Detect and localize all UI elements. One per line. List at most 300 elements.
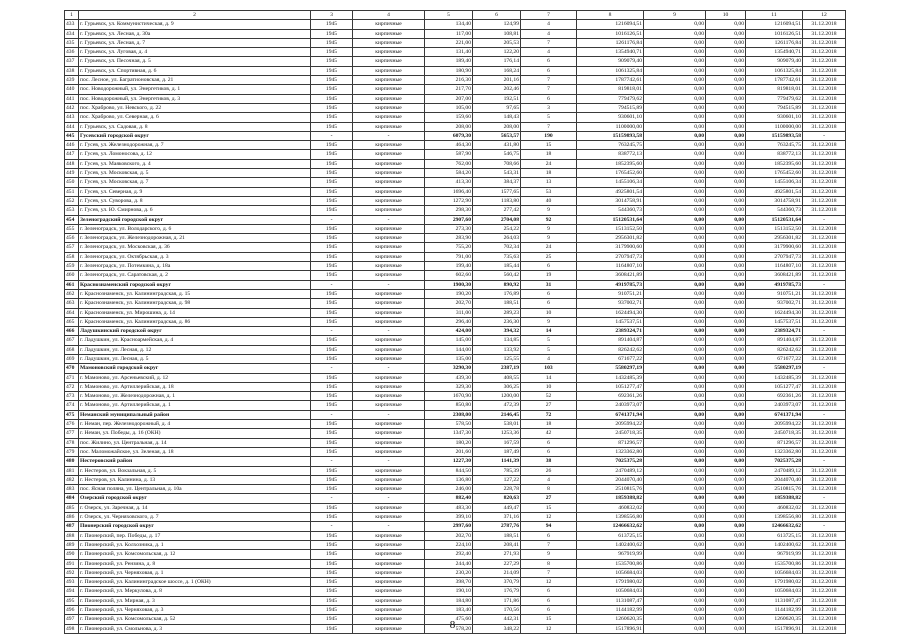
table-cell: 0,00 xyxy=(644,215,706,224)
table-cell: - xyxy=(311,327,353,336)
table-cell: 408,55 xyxy=(473,373,521,382)
table-cell: 0,00 xyxy=(706,596,746,605)
table-cell: 1131087,47 xyxy=(577,596,644,605)
table-cell: 1945 xyxy=(311,503,353,512)
table-cell: 1945 xyxy=(311,373,353,382)
table-cell: 1859388,82 xyxy=(746,494,803,503)
table-cell: 0,00 xyxy=(644,113,706,122)
table-cell: 0,00 xyxy=(706,447,746,456)
table-cell: 1513152,50 xyxy=(577,224,644,233)
table-cell: 1216094,51 xyxy=(746,20,803,29)
table-cell: 844,50 xyxy=(425,466,473,475)
table-cell: 1945 xyxy=(311,540,353,549)
table-cell: 937002,71 xyxy=(746,299,803,308)
table-cell: 371,16 xyxy=(473,513,521,522)
table-row xyxy=(65,271,846,280)
table-cell: - xyxy=(353,327,425,336)
table-cell: 449 xyxy=(65,169,79,178)
table-cell: 498 xyxy=(65,624,79,633)
table-cell: - xyxy=(803,410,846,419)
table-cell: 455 xyxy=(65,224,79,233)
table-row xyxy=(65,531,846,540)
table-row xyxy=(65,336,846,345)
table-cell: кирпичные xyxy=(353,169,425,178)
table-cell: 446 xyxy=(65,141,79,150)
table-cell: 125,55 xyxy=(473,354,521,363)
table-cell: 1945 xyxy=(311,475,353,484)
table-cell: 0,00 xyxy=(706,85,746,94)
table-cell: 458 xyxy=(65,252,79,261)
table-cell: кирпичные xyxy=(353,568,425,577)
table-cell: кирпичные xyxy=(353,57,425,66)
table-cell: 0,00 xyxy=(706,513,746,522)
table-cell: 0,00 xyxy=(706,466,746,475)
table-cell: пос. Ясная поляна, ул. Центральная, д. 10а xyxy=(79,485,311,494)
table-cell: 468 xyxy=(65,345,79,354)
table-cell: 190,10 xyxy=(425,587,473,596)
table-cell: 1945 xyxy=(311,531,353,540)
table-cell: 25 xyxy=(521,252,577,261)
table-cell: 3014758,91 xyxy=(577,196,644,205)
table-cell: 2510815,76 xyxy=(746,485,803,494)
table-cell: 1402400,62 xyxy=(577,540,644,549)
table-cell: 1945 xyxy=(311,317,353,326)
table-cell: 613725,15 xyxy=(746,531,803,540)
table-cell: 487 xyxy=(65,522,79,531)
table-row xyxy=(65,299,846,308)
table-cell: 271,93 xyxy=(473,550,521,559)
table-cell: 472,39 xyxy=(473,401,521,410)
table-cell: 462 xyxy=(65,289,79,298)
table-cell: 1100000,00 xyxy=(577,122,644,131)
table-cell: 1354940,71 xyxy=(577,48,644,57)
table-cell: - xyxy=(803,364,846,373)
table-cell: 1535700,86 xyxy=(577,559,644,568)
table-cell: 1945 xyxy=(311,587,353,596)
table-cell: 31.12.2018 xyxy=(803,420,846,429)
table-cell: 0,00 xyxy=(706,196,746,205)
table-cell: кирпичные xyxy=(353,531,425,540)
table-cell: 31.12.2018 xyxy=(803,29,846,38)
table-cell: - xyxy=(311,280,353,289)
table-cell: 394,32 xyxy=(473,327,521,336)
table-cell: кирпичные xyxy=(353,271,425,280)
table-cell: 31.12.2018 xyxy=(803,475,846,484)
table-cell: 1261176,84 xyxy=(577,38,644,47)
table-cell: г. Неман, пер. Железнодорожный, д. 4 xyxy=(79,420,311,429)
table-cell: 31.12.2018 xyxy=(803,559,846,568)
district-total-row xyxy=(65,457,846,466)
table-cell: 31.12.2018 xyxy=(803,596,846,605)
table-cell: 0,00 xyxy=(706,522,746,531)
table-cell: 0,00 xyxy=(706,401,746,410)
table-cell: 1791980,02 xyxy=(746,578,803,587)
table-cell: кирпичные xyxy=(353,578,425,587)
column-number: 9 xyxy=(644,11,706,20)
table-cell: 460832,02 xyxy=(577,503,644,512)
table-cell: 0,00 xyxy=(706,141,746,150)
table-cell: 544360,73 xyxy=(577,206,644,215)
table-cell: 0,00 xyxy=(644,345,706,354)
table-cell: 103 xyxy=(521,364,577,373)
table-cell: кирпичные xyxy=(353,103,425,112)
table-cell: 205,53 xyxy=(473,38,521,47)
table-cell: 473 xyxy=(65,392,79,401)
table-cell: 4 xyxy=(521,29,577,38)
table-cell: 464,30 xyxy=(425,141,473,150)
table-cell: 0,00 xyxy=(706,485,746,494)
table-cell: 1144182,99 xyxy=(577,606,644,615)
table-cell: - xyxy=(803,522,846,531)
table-row xyxy=(65,513,846,522)
table-cell: 3608421,89 xyxy=(746,271,803,280)
table-cell: 1945 xyxy=(311,485,353,494)
table-row xyxy=(65,187,846,196)
table-cell: 94 xyxy=(521,522,577,531)
table-cell: 228,78 xyxy=(473,485,521,494)
table-cell: 483 xyxy=(65,485,79,494)
table-cell: 2956301,82 xyxy=(577,234,644,243)
table-cell: г. Озерск, ул. Заречная, д. 14 xyxy=(79,503,311,512)
table-cell: 31.12.2018 xyxy=(803,243,846,252)
table-cell: 1457537,51 xyxy=(577,317,644,326)
table-cell: 1945 xyxy=(311,76,353,85)
table-cell: 493 xyxy=(65,578,79,587)
table-cell: 399,10 xyxy=(425,513,473,522)
table-cell: кирпичные xyxy=(353,550,425,559)
table-cell: 1183,80 xyxy=(473,196,521,205)
table-cell: 127,22 xyxy=(473,475,521,484)
table-cell: 0,00 xyxy=(644,354,706,363)
table-cell: г. Пионерский, ул. Черняховая, д. 3 xyxy=(79,606,311,615)
district-total-row xyxy=(65,280,846,289)
table-cell: 7 xyxy=(521,540,577,549)
table-cell: 0,00 xyxy=(706,392,746,401)
table-cell: 1535700,86 xyxy=(746,559,803,568)
table-cell: 1945 xyxy=(311,224,353,233)
table-cell: 0,00 xyxy=(644,122,706,131)
table-cell: 433 xyxy=(65,20,79,29)
column-number: 1 xyxy=(65,11,79,20)
table-cell: 1051277,47 xyxy=(746,382,803,391)
table-cell: 3290,30 xyxy=(425,364,473,373)
table-cell: 0,00 xyxy=(706,20,746,29)
table-cell: 2146,45 xyxy=(473,410,521,419)
table-cell: Неманский муниципальный район xyxy=(79,410,311,419)
table-cell: 1945 xyxy=(311,624,353,633)
table-cell: 12 xyxy=(521,578,577,587)
table-cell: кирпичные xyxy=(353,76,425,85)
table-cell: 0,00 xyxy=(706,606,746,615)
table-cell: 474 xyxy=(65,401,79,410)
table-cell: 214,09 xyxy=(473,568,521,577)
page-number: 8 xyxy=(449,619,456,631)
table-cell: 0,00 xyxy=(644,85,706,94)
table-cell: - xyxy=(803,280,846,289)
table-cell: г. Гусев, ул. Московская, д. 5 xyxy=(79,169,311,178)
table-cell: Ладушкинский городской округ xyxy=(79,327,311,336)
table-row xyxy=(65,485,846,494)
table-cell: 31.12.2018 xyxy=(803,317,846,326)
table-row xyxy=(65,568,846,577)
table-cell: кирпичные xyxy=(353,624,425,633)
table-cell: 871296,57 xyxy=(746,438,803,447)
table-row xyxy=(65,447,846,456)
table-cell: г. Пионерский, ул. Колхозника, д. 1 xyxy=(79,540,311,549)
table-cell: 1945 xyxy=(311,382,353,391)
table-cell: 18 xyxy=(521,420,577,429)
table-cell: г. Зеленоградск, ул. Московская, д. 36 xyxy=(79,243,311,252)
table-cell: 1227,30 xyxy=(425,457,473,466)
table-cell: 31.12.2018 xyxy=(803,178,846,187)
table-cell: кирпичные xyxy=(353,48,425,57)
table-cell: 236,30 xyxy=(473,317,521,326)
table-cell: 671677,22 xyxy=(746,354,803,363)
table-cell: 496 xyxy=(65,606,79,615)
table-row xyxy=(65,596,846,605)
table-cell: 31.12.2018 xyxy=(803,159,846,168)
table-cell: 4919785,73 xyxy=(577,280,644,289)
table-cell: 1945 xyxy=(311,308,353,317)
table-cell: 31.12.2018 xyxy=(803,113,846,122)
table-cell: 31.12.2018 xyxy=(803,122,846,131)
table-cell: 0,00 xyxy=(644,76,706,85)
table-cell: 1945 xyxy=(311,141,353,150)
table-cell: 0,00 xyxy=(644,559,706,568)
table-cell: 0,00 xyxy=(706,354,746,363)
table-cell: - xyxy=(803,215,846,224)
table-cell: кирпичные xyxy=(353,466,425,475)
table-row xyxy=(65,587,846,596)
table-cell: 2389324,71 xyxy=(746,327,803,336)
table-cell: кирпичные xyxy=(353,94,425,103)
table-cell: 464 xyxy=(65,308,79,317)
table-cell: 134,85 xyxy=(473,336,521,345)
table-cell: 202,70 xyxy=(425,531,473,540)
table-cell: 311,00 xyxy=(425,308,473,317)
table-cell: 6 xyxy=(521,606,577,615)
district-total-row xyxy=(65,131,846,140)
table-cell: 221,00 xyxy=(425,38,473,47)
table-cell: 439,30 xyxy=(425,373,473,382)
table-cell: - xyxy=(311,410,353,419)
table-cell: 456 xyxy=(65,234,79,243)
table-cell: г. Нестеров, ул. Калинина, д. 13 xyxy=(79,475,311,484)
table-cell: 479 xyxy=(65,447,79,456)
table-cell: 1261176,84 xyxy=(746,38,803,47)
table-row xyxy=(65,85,846,94)
table-cell: 2704,08 xyxy=(473,215,521,224)
table-cell: 31.12.2018 xyxy=(803,308,846,317)
table-cell: 470 xyxy=(65,364,79,373)
table-cell: г. Гусев, ул. Ломоносова, д. 12 xyxy=(79,150,311,159)
table-cell: 0,00 xyxy=(644,578,706,587)
table-cell: 18 xyxy=(521,169,577,178)
table-cell: 4 xyxy=(521,354,577,363)
table-row xyxy=(65,103,846,112)
district-total-row xyxy=(65,522,846,531)
table-cell: 0,00 xyxy=(644,447,706,456)
table-cell: 1945 xyxy=(311,345,353,354)
table-row xyxy=(65,169,846,178)
table-row xyxy=(65,206,846,215)
table-cell: пос. Храброво, ул. Невского, д. 22 xyxy=(79,103,311,112)
table-cell: 72 xyxy=(521,410,577,419)
table-cell: 31.12.2018 xyxy=(803,169,846,178)
table-cell: 7025375,28 xyxy=(577,457,644,466)
table-cell: 0,00 xyxy=(644,57,706,66)
table-cell: г. Зеленоградск, ул. Володарского, д. 6 xyxy=(79,224,311,233)
table-cell: г. Пионерский, ул. Комсомольская, д. 12 xyxy=(79,550,311,559)
table-row xyxy=(65,20,846,29)
table-cell: - xyxy=(311,364,353,373)
table-cell: 692361,26 xyxy=(577,392,644,401)
table-cell: 31.12.2018 xyxy=(803,224,846,233)
table-cell: 1402400,62 xyxy=(746,540,803,549)
table-cell: 1945 xyxy=(311,354,353,363)
table-cell: 0,00 xyxy=(644,373,706,382)
table-row xyxy=(65,503,846,512)
table-cell: 442,31 xyxy=(473,615,521,624)
table-cell: г. Ладушкин, ул. Лесная, д. 12 xyxy=(79,345,311,354)
table-cell: 3 xyxy=(521,103,577,112)
table-cell: 0,00 xyxy=(644,382,706,391)
table-cell: 452 xyxy=(65,196,79,205)
table-cell: Мамоновский городской округ xyxy=(79,364,311,373)
table-cell: 6 xyxy=(521,531,577,540)
table-cell: 1945 xyxy=(311,262,353,271)
table-cell: 2956301,82 xyxy=(746,234,803,243)
table-cell: 441 xyxy=(65,94,79,103)
table-cell: 18 xyxy=(521,150,577,159)
table-cell: 838772,13 xyxy=(577,150,644,159)
table-cell: 0,00 xyxy=(706,271,746,280)
table-cell: кирпичные xyxy=(353,38,425,47)
table-cell: кирпичные xyxy=(353,606,425,615)
table-cell: 31.12.2018 xyxy=(803,550,846,559)
table-cell: г. Гурьевск, ул. Лесная, д. 7 xyxy=(79,38,311,47)
table-row xyxy=(65,159,846,168)
table-cell: 31.12.2018 xyxy=(803,429,846,438)
table-row xyxy=(65,141,846,150)
table-cell: 97,65 xyxy=(473,103,521,112)
table-cell: 1696,40 xyxy=(425,187,473,196)
table-cell: 584,20 xyxy=(425,169,473,178)
table-cell: 444 xyxy=(65,122,79,131)
table-cell: 31.12.2018 xyxy=(803,336,846,345)
table-cell: 0,00 xyxy=(644,401,706,410)
table-cell: 1945 xyxy=(311,615,353,624)
table-cell: 31.12.2018 xyxy=(803,540,846,549)
table-cell: кирпичные xyxy=(353,485,425,494)
table-cell: 0,00 xyxy=(644,159,706,168)
table-cell: 1945 xyxy=(311,438,353,447)
table-cell: 492 xyxy=(65,568,79,577)
table-cell: г. Неман, ул. Победы, д. 16 (ОКН) xyxy=(79,429,311,438)
table-cell: 168,24 xyxy=(473,66,521,75)
table-cell: 5580297,19 xyxy=(746,364,803,373)
table-cell: 762,00 xyxy=(425,159,473,168)
table-cell: кирпичные xyxy=(353,196,425,205)
table-cell: 0,00 xyxy=(706,159,746,168)
table-cell: 435 xyxy=(65,38,79,47)
table-cell: 0,00 xyxy=(644,94,706,103)
table-cell: 0,00 xyxy=(706,550,746,559)
table-cell: 31.12.2018 xyxy=(803,196,846,205)
table-cell: 453 xyxy=(65,206,79,215)
table-cell: 0,00 xyxy=(706,215,746,224)
table-cell: 457 xyxy=(65,243,79,252)
table-cell: 7 xyxy=(521,38,577,47)
table-cell: кирпичные xyxy=(353,262,425,271)
table-cell: 671677,22 xyxy=(577,354,644,363)
table-cell: 1859388,82 xyxy=(577,494,644,503)
table-cell: 224,10 xyxy=(425,540,473,549)
table-cell: 467 xyxy=(65,336,79,345)
table-cell: 1945 xyxy=(311,187,353,196)
table-cell: 24 xyxy=(521,159,577,168)
table-cell: 42 xyxy=(521,429,577,438)
table-cell: 0,00 xyxy=(706,568,746,577)
table-cell: 0,00 xyxy=(644,429,706,438)
table-cell: 9 xyxy=(521,550,577,559)
table-cell: 0,00 xyxy=(644,196,706,205)
table-cell: 1131087,47 xyxy=(746,596,803,605)
table-cell: 882,40 xyxy=(425,494,473,503)
table-cell: - xyxy=(803,327,846,336)
table-cell: 485 xyxy=(65,503,79,512)
table-cell: 31.12.2018 xyxy=(803,466,846,475)
table-cell: г. Зеленоградск, ул. Железнодорожная, д. 21 xyxy=(79,234,311,243)
table-cell: кирпичные xyxy=(353,308,425,317)
table-cell: 1517896,91 xyxy=(577,624,644,633)
table-cell: 31.12.2018 xyxy=(803,485,846,494)
table-cell: 9 xyxy=(521,206,577,215)
table-row xyxy=(65,48,846,57)
table-cell: 488 xyxy=(65,531,79,540)
table-cell: 3608421,89 xyxy=(577,271,644,280)
table-cell: кирпичные xyxy=(353,150,425,159)
table-cell: кирпичные xyxy=(353,587,425,596)
table-cell: 31.12.2018 xyxy=(803,568,846,577)
table-cell: г. Гусев, ул. Северная, д. 9 xyxy=(79,187,311,196)
table-cell: 6741371,94 xyxy=(577,410,644,419)
table-cell: 779479,62 xyxy=(746,94,803,103)
table-cell: 1852395,60 xyxy=(746,159,803,168)
table-cell: г. Мамоново, ул. Железнодорожная, д. 1 xyxy=(79,392,311,401)
table-cell: 0,00 xyxy=(706,169,746,178)
table-cell: пос. Жилино, ул. Центральная, д. 14 xyxy=(79,438,311,447)
table-cell: 31.12.2018 xyxy=(803,392,846,401)
table-cell: 9 xyxy=(521,234,577,243)
table-cell: кирпичные xyxy=(353,503,425,512)
table-row xyxy=(65,38,846,47)
table-cell: 0,00 xyxy=(644,513,706,522)
table-cell: г. Гурьевск, ул. Песочная, д. 5 xyxy=(79,57,311,66)
table-cell: 244,40 xyxy=(425,559,473,568)
table-cell: 31.12.2018 xyxy=(803,373,846,382)
table-cell: 0,00 xyxy=(706,410,746,419)
table-cell: 0,00 xyxy=(644,420,706,429)
table-cell: 0,00 xyxy=(644,540,706,549)
table-cell: 0,00 xyxy=(706,57,746,66)
column-number-header-row xyxy=(65,11,846,20)
table-cell: 27 xyxy=(521,494,577,503)
table-cell: - xyxy=(353,522,425,531)
table-cell: 1050684,03 xyxy=(577,587,644,596)
table-cell: 31.12.2018 xyxy=(803,401,846,410)
table-cell: 31.12.2018 xyxy=(803,262,846,271)
